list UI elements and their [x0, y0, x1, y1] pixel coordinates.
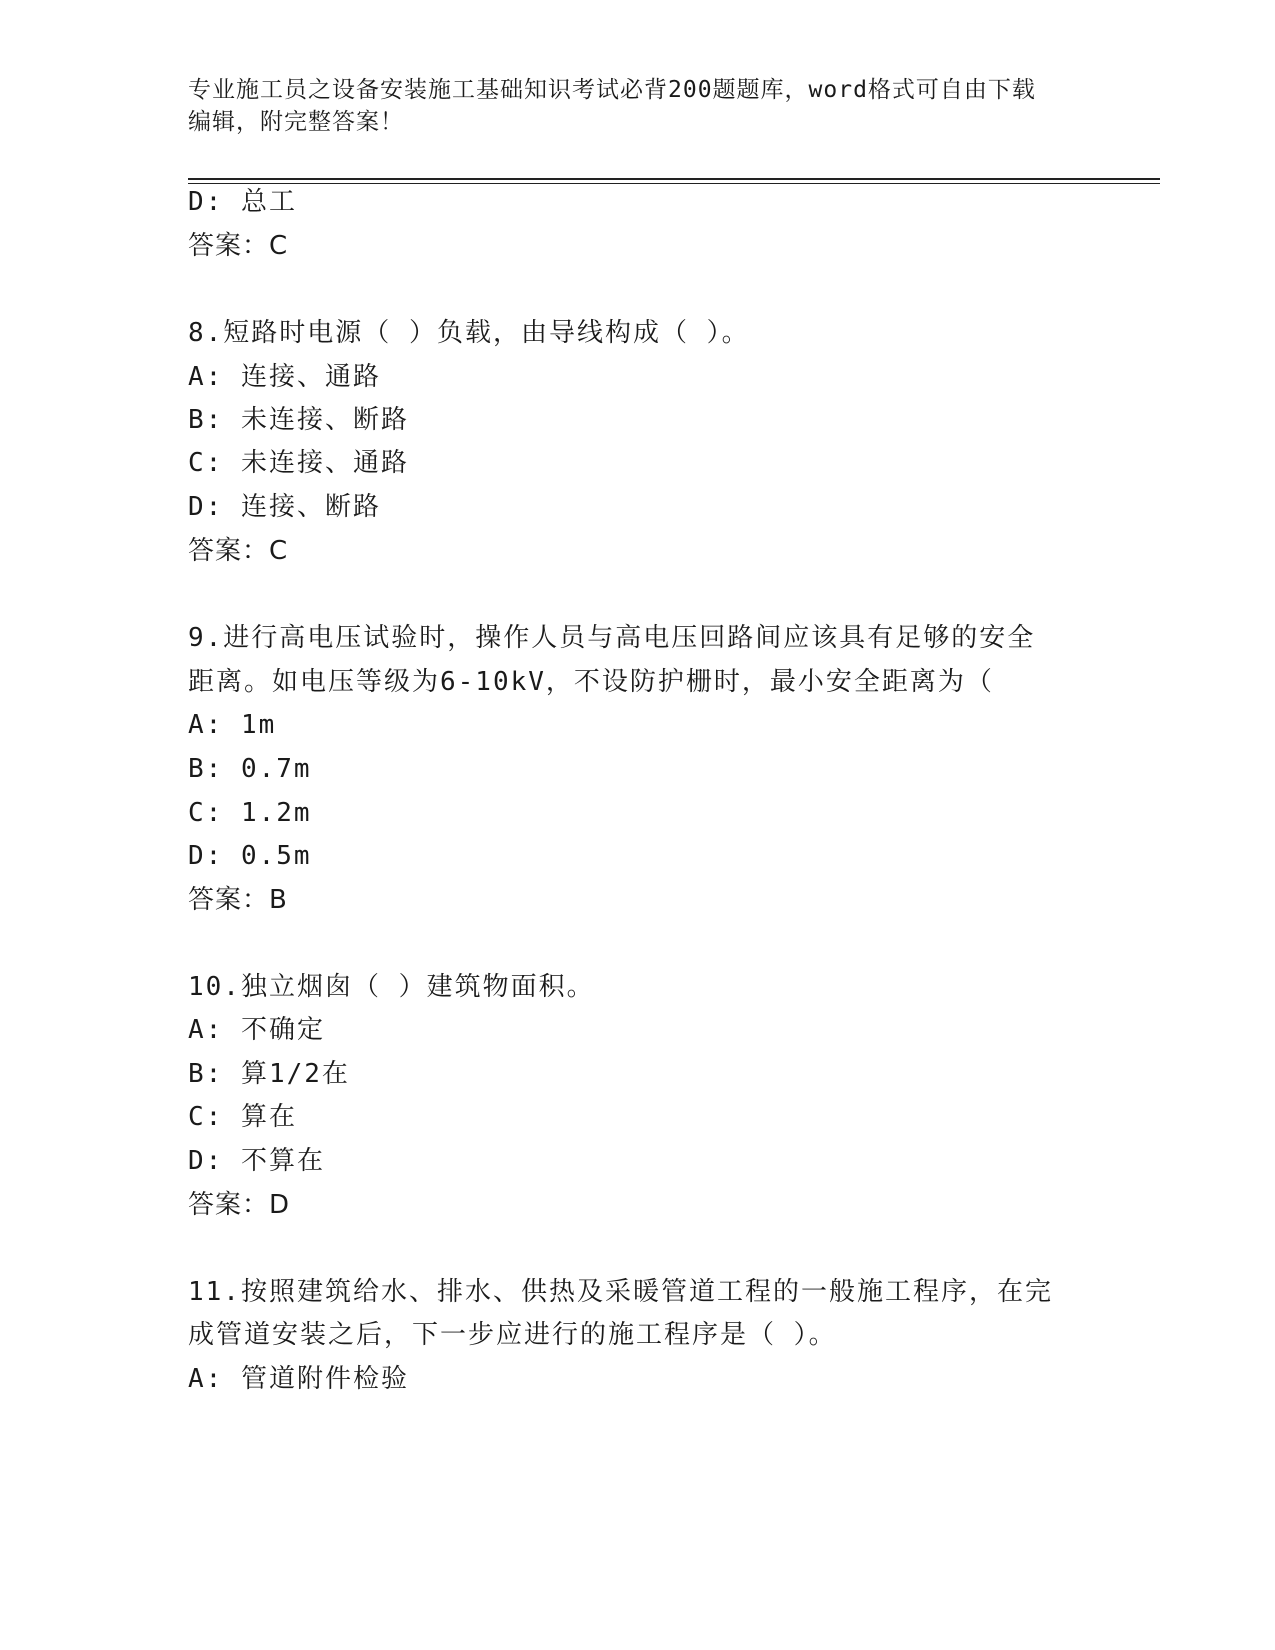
question-9-option-d: D: 0.5m — [188, 841, 312, 871]
header-divider-thick — [188, 178, 1160, 180]
question-10-answer: 答案：D — [188, 1190, 291, 1220]
question-9-option-b: B: 0.7m — [188, 754, 312, 784]
question-8-option-b: B: 未连接、断路 — [188, 405, 409, 435]
header-title-line-2: 编辑，附完整答案！ — [188, 109, 404, 135]
header-title-line-1: 专业施工员之设备安装施工基础知识考试必背200题题库，word格式可自由下载 — [188, 77, 1036, 103]
question-10-stem: 10.独立烟囱（ ）建筑物面积。 — [188, 972, 595, 1002]
question-11-option-a: A: 管道附件检验 — [188, 1364, 409, 1394]
question-8-option-c: C: 未连接、通路 — [188, 448, 409, 478]
question-10-option-d: D: 不算在 — [188, 1146, 325, 1176]
prev-answer: 答案：C — [188, 231, 289, 261]
question-8-stem: 8.短路时电源（ ）负载，由导线构成（ ）。 — [188, 318, 750, 348]
question-8-option-a: A: 连接、通路 — [188, 362, 381, 392]
prev-option-d: D: 总工 — [188, 187, 297, 217]
question-10-option-b: B: 算1/2在 — [188, 1059, 350, 1089]
question-9-option-c: C: 1.2m — [188, 798, 312, 828]
question-9-stem-line-1: 9.进行高电压试验时，操作人员与高电压回路间应该具有足够的安全 — [188, 623, 1036, 653]
header-divider-thin — [188, 183, 1160, 184]
question-11-stem-line-1: 11.按照建筑给水、排水、供热及采暖管道工程的一般施工程序，在完 — [188, 1277, 1053, 1307]
question-9-option-a: A: 1m — [188, 710, 277, 740]
question-9-stem-line-2: 距离。如电压等级为6-10kV，不设防护栅时，最小安全距离为（ — [188, 667, 994, 697]
question-11-stem-line-2: 成管道安装之后，下一步应进行的施工程序是（ ）。 — [188, 1320, 837, 1350]
question-10-option-a: A: 不确定 — [188, 1015, 325, 1045]
question-10-option-c: C: 算在 — [188, 1102, 297, 1132]
question-8-option-d: D: 连接、断路 — [188, 492, 381, 522]
question-8-answer: 答案：C — [188, 536, 289, 566]
document-header — [188, 74, 1088, 138]
question-9-answer: 答案：B — [188, 885, 288, 915]
